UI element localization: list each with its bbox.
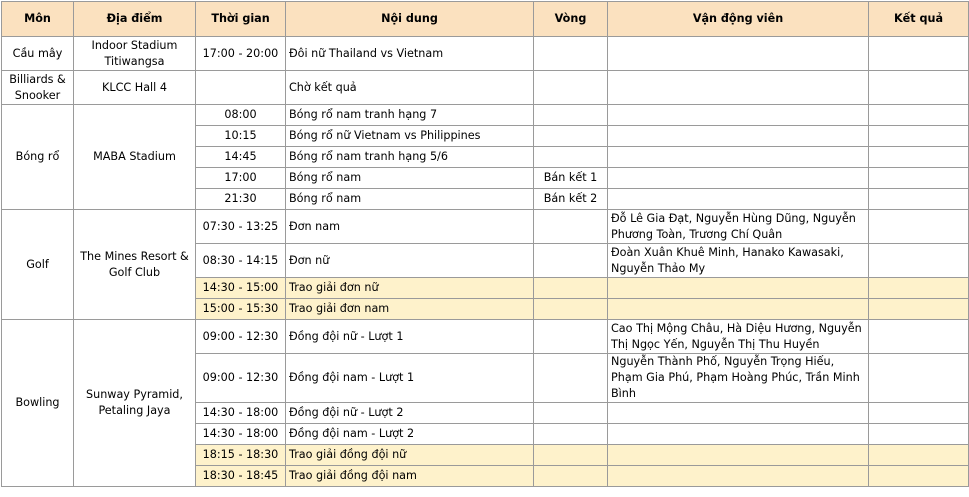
round-cell bbox=[534, 445, 608, 466]
round-cell: Bán kết 1 bbox=[534, 168, 608, 189]
round-cell bbox=[534, 278, 608, 299]
result-cell bbox=[869, 37, 969, 71]
time-cell: 14:45 bbox=[196, 147, 286, 168]
time-cell: 14:30 - 15:00 bbox=[196, 278, 286, 299]
result-cell bbox=[869, 320, 969, 354]
sport-cell: Bowling bbox=[2, 320, 74, 487]
header-result: Kết quả bbox=[869, 2, 969, 37]
content-cell: Bóng rổ nam tranh hạng 5/6 bbox=[286, 147, 534, 168]
athletes-cell bbox=[608, 445, 869, 466]
table-row bbox=[2, 71, 969, 105]
table-row bbox=[2, 105, 969, 126]
round-cell bbox=[534, 299, 608, 320]
time-cell: 17:00 - 20:00 bbox=[196, 37, 286, 71]
athletes-cell: Cao Thị Mộng Châu, Hà Diệu Hương, Nguyễn Thị Ngọc Yến, Nguyễn Thị Thu Huyền bbox=[608, 320, 869, 354]
athletes-cell bbox=[608, 71, 869, 105]
athletes-cell bbox=[608, 299, 869, 320]
header-row bbox=[2, 2, 969, 37]
result-cell bbox=[869, 424, 969, 445]
athletes-cell bbox=[608, 168, 869, 189]
venue-cell: KLCC Hall 4 bbox=[74, 71, 196, 105]
round-cell bbox=[534, 403, 608, 424]
result-cell bbox=[869, 105, 969, 126]
header-athletes: Vận động viên bbox=[608, 2, 869, 37]
result-cell bbox=[869, 147, 969, 168]
content-cell: Đôi nữ Thailand vs Vietnam bbox=[286, 37, 534, 71]
table-row bbox=[2, 320, 969, 354]
content-cell: Bóng rổ nam tranh hạng 7 bbox=[286, 105, 534, 126]
header-content: Nội dung bbox=[286, 2, 534, 37]
athletes-cell bbox=[608, 466, 869, 487]
round-cell bbox=[534, 71, 608, 105]
content-cell: Đồng đội nữ - Lượt 2 bbox=[286, 403, 534, 424]
athletes-cell bbox=[608, 126, 869, 147]
round-cell: Bán kết 2 bbox=[534, 189, 608, 210]
content-cell: Đồng đội nam - Lượt 1 bbox=[286, 354, 534, 403]
round-cell bbox=[534, 466, 608, 487]
content-cell: Chờ kết quả bbox=[286, 71, 534, 105]
round-cell bbox=[534, 424, 608, 445]
athletes-cell: Nguyễn Thành Phố, Nguyễn Trọng Hiếu, Phạm Gia Phú, Phạm Hoàng Phúc, Trần Minh Bình bbox=[608, 354, 869, 403]
result-cell bbox=[869, 210, 969, 244]
athletes-cell: Đoàn Xuân Khuê Minh, Hanako Kawasaki, Nguyễn Thảo My bbox=[608, 244, 869, 278]
result-cell bbox=[869, 299, 969, 320]
time-cell: 09:00 - 12:30 bbox=[196, 354, 286, 403]
athletes-cell bbox=[608, 424, 869, 445]
round-cell bbox=[534, 105, 608, 126]
venue-cell: The Mines Resort & Golf Club bbox=[74, 210, 196, 320]
time-cell bbox=[196, 71, 286, 105]
schedule-table bbox=[1, 1, 969, 487]
athletes-cell bbox=[608, 37, 869, 71]
time-cell: 21:30 bbox=[196, 189, 286, 210]
sport-cell: Billiards & Snooker bbox=[2, 71, 74, 105]
athletes-cell bbox=[608, 189, 869, 210]
result-cell bbox=[869, 445, 969, 466]
result-cell bbox=[869, 278, 969, 299]
time-cell: 07:30 - 13:25 bbox=[196, 210, 286, 244]
time-cell: 14:30 - 18:00 bbox=[196, 403, 286, 424]
header-sport: Môn bbox=[2, 2, 74, 37]
content-cell: Bóng rổ nam bbox=[286, 168, 534, 189]
sport-cell: Bóng rổ bbox=[2, 105, 74, 210]
sport-cell: Golf bbox=[2, 210, 74, 320]
venue-cell: Sunway Pyramid, Petaling Jaya bbox=[74, 320, 196, 487]
content-cell: Đơn nữ bbox=[286, 244, 534, 278]
result-cell bbox=[869, 244, 969, 278]
athletes-cell: Đỗ Lê Gia Đạt, Nguyễn Hùng Dũng, Nguyễn Phương Toàn, Trương Chí Quân bbox=[608, 210, 869, 244]
content-cell: Bóng rổ nam bbox=[286, 189, 534, 210]
result-cell bbox=[869, 189, 969, 210]
content-cell: Trao giải đơn nữ bbox=[286, 278, 534, 299]
result-cell bbox=[869, 126, 969, 147]
content-cell: Đồng đội nam - Lượt 2 bbox=[286, 424, 534, 445]
time-cell: 18:30 - 18:45 bbox=[196, 466, 286, 487]
athletes-cell bbox=[608, 403, 869, 424]
content-cell: Bóng rổ nữ Vietnam vs Philippines bbox=[286, 126, 534, 147]
time-cell: 08:00 bbox=[196, 105, 286, 126]
athletes-cell bbox=[608, 147, 869, 168]
athletes-cell bbox=[608, 278, 869, 299]
content-cell: Trao giải đồng đội nữ bbox=[286, 445, 534, 466]
header-round: Vòng bbox=[534, 2, 608, 37]
venue-cell: MABA Stadium bbox=[74, 105, 196, 210]
round-cell bbox=[534, 354, 608, 403]
result-cell bbox=[869, 466, 969, 487]
time-cell: 10:15 bbox=[196, 126, 286, 147]
result-cell bbox=[869, 354, 969, 403]
content-cell: Trao giải đơn nam bbox=[286, 299, 534, 320]
header-time: Thời gian bbox=[196, 2, 286, 37]
table-row bbox=[2, 37, 969, 71]
time-cell: 08:30 - 14:15 bbox=[196, 244, 286, 278]
time-cell: 17:00 bbox=[196, 168, 286, 189]
content-cell: Trao giải đồng đội nam bbox=[286, 466, 534, 487]
result-cell bbox=[869, 403, 969, 424]
round-cell bbox=[534, 244, 608, 278]
result-cell bbox=[869, 168, 969, 189]
time-cell: 14:30 - 18:00 bbox=[196, 424, 286, 445]
result-cell bbox=[869, 71, 969, 105]
sport-cell: Cầu mây bbox=[2, 37, 74, 71]
athletes-cell bbox=[608, 105, 869, 126]
round-cell bbox=[534, 147, 608, 168]
round-cell bbox=[534, 37, 608, 71]
table-row bbox=[2, 210, 969, 244]
round-cell bbox=[534, 126, 608, 147]
time-cell: 09:00 - 12:30 bbox=[196, 320, 286, 354]
round-cell bbox=[534, 210, 608, 244]
time-cell: 18:15 - 18:30 bbox=[196, 445, 286, 466]
round-cell bbox=[534, 320, 608, 354]
header-venue: Địa điểm bbox=[74, 2, 196, 37]
venue-cell: Indoor Stadium Titiwangsa bbox=[74, 37, 196, 71]
content-cell: Đồng đội nữ - Lượt 1 bbox=[286, 320, 534, 354]
content-cell: Đơn nam bbox=[286, 210, 534, 244]
time-cell: 15:00 - 15:30 bbox=[196, 299, 286, 320]
